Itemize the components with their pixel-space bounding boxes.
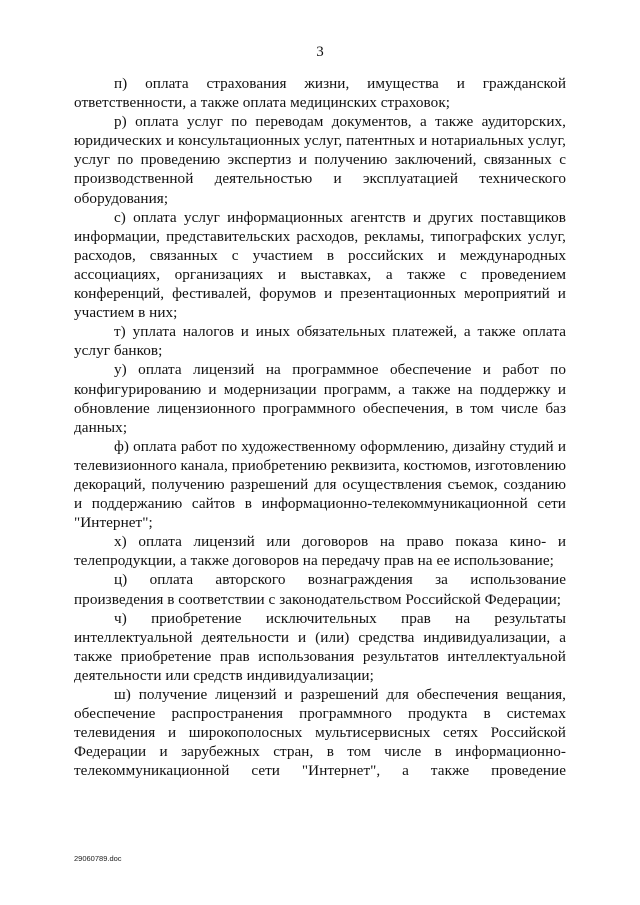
- paragraph-p: п) оплата страхования жизни, имущества и гражданской ответственности, а также оплата медицинских страховок;: [74, 75, 566, 112]
- paragraph-kh: х) оплата лицензий или договоров на право показа кино- и телепродукции, а также договоров на передачу прав на ее использование;: [74, 533, 566, 570]
- paragraph-sh: ш) получение лицензий и разрешений для обеспечения вещания, обеспечение распространения программного продукта в системах телевидения и широкополосных мультисервисных сетях Российской Федерации и зарубежных стран, в том числе в информационно-телекоммуникационной сети "Интернет", а также проведение: [74, 686, 566, 780]
- paragraph-f: ф) оплата работ по художественному оформлению, дизайну студий и телевизионного канала, приобретению реквизита, костюмов, изготовлению декораций, получению разрешений для осуществления съемок, созданию и поддержанию сайтов в информационно-телекоммуникационной сети "Интернет";: [74, 437, 567, 532]
- document-body: [74, 74, 566, 780]
- paragraph-ts: ц) оплата авторского вознаграждения за использование произведения в соответствии с законодательством Российской Федерации;: [74, 571, 566, 608]
- file-name-footer: 29060789.doc: [74, 854, 122, 863]
- paragraph-ch: ч) приобретение исключительных прав на результаты интеллектуальной деятельности и (или) средства индивидуализации, а также приобретение прав использования результатов интеллектуальной деятельности или средств индивидуализации;: [74, 609, 566, 684]
- paragraph-t: т) уплата налогов и иных обязательных платежей, а также оплата услуг банков;: [74, 323, 566, 360]
- page-number: 3: [316, 44, 324, 60]
- paragraph-u: у) оплата лицензий на программное обеспечение и работ по конфигурированию и модернизации программ, а также на поддержку и обновление лицензионного программного обеспечения, в том числе баз данных;: [74, 361, 566, 436]
- paragraph-s: с) оплата услуг информационных агентств и других поставщиков информации, представительских расходов, рекламы, типографских услуг, расходов, связанных с участием в российских и международных ассоциациях, организациях и выставках, а также с проведением конференций, фестивалей, форумов и презентационных мероприятий и участием в них;: [74, 208, 566, 322]
- paragraph-r: р) оплата услуг по переводам документов, а также аудиторских, юридических и консультационных услуг, патентных и нотариальных услуг, услуг по проведению экспертиз и получению заключений, связанных с производственной деятельностью и эксплуатацией технического оборудования;: [74, 113, 566, 207]
